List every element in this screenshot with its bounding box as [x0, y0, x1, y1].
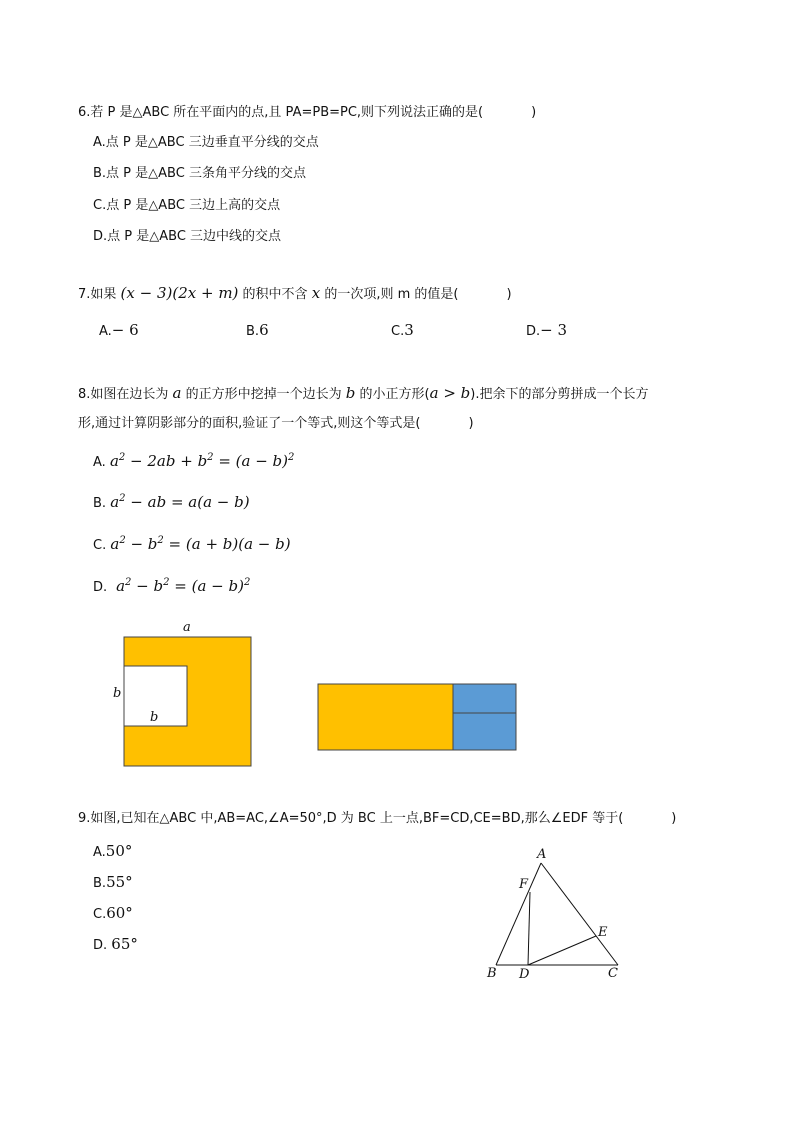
- q7-option-a-value: − 6: [111, 321, 139, 339]
- q8-option-d-letter: D.: [93, 580, 108, 595]
- q9-side-ac: [541, 863, 618, 965]
- q9-label-c: C: [608, 966, 618, 981]
- q9-option-b-letter: B.: [93, 876, 107, 891]
- q8-line1-part-c: 的小正方形(: [359, 387, 430, 402]
- q6-stem-text: 6.若 P 是△ABC 所在平面内的点,且 PA=PB=PC,则下列说法正确的是(: [78, 105, 484, 120]
- q8-condition: a > b: [429, 384, 471, 402]
- q7-option-d-value: − 3: [540, 321, 568, 339]
- q8-var-b: b: [345, 384, 356, 402]
- q7-var-x: x: [311, 284, 321, 302]
- q6-option-d: D.点 P 是△ABC 三边中线的交点: [93, 229, 282, 244]
- q8-label-b-bottom: b: [150, 710, 159, 725]
- q6-option-c: C.点 P 是△ABC 三边上高的交点: [93, 198, 281, 213]
- q7-prefix: 7.如果: [78, 287, 117, 302]
- q9-option-d-letter: D.: [93, 938, 108, 953]
- q7-option-a-letter: A.: [99, 324, 112, 339]
- q8-line2-text: 形,通过计算阴影部分的面积,验证了一个等式,则这个等式是(: [78, 416, 421, 431]
- q8-option-a-formula: $a^2 - 2ab + b^2 = (a - b)^2$: [109, 452, 295, 470]
- q6-option-b: B.点 P 是△ABC 三条角平分线的交点: [93, 166, 306, 181]
- q6-close-paren: ): [531, 105, 537, 120]
- q9-label-f: F: [519, 877, 529, 892]
- q9-stem-text: 9.如图,已知在△ABC 中,AB=AC,∠A=50°,D 为 BC 上一点,BF=CD,CE=BD,那么∠EDF 等于(: [78, 811, 624, 826]
- q9-label-d: D: [519, 967, 530, 982]
- q8-option-c-letter: C.: [93, 538, 107, 553]
- q7-close-paren: ): [506, 287, 512, 302]
- q8-option-d-formula: $a^2 - b^2 = (a - b)^2$: [111, 577, 251, 595]
- q8-var-a: a: [172, 384, 182, 402]
- q8-label-b-side: b: [113, 686, 122, 701]
- q9-option-d-value: 65°: [111, 935, 138, 953]
- q7-option-c-value: 3: [404, 321, 414, 339]
- q8-line1-part-a: 8.如图在边长为: [78, 387, 169, 402]
- q9-option-c-letter: C.: [93, 907, 107, 922]
- q9-option-c-value: 60°: [106, 904, 133, 922]
- q9-segment-df: [528, 892, 530, 965]
- q9-option-b-value: 55°: [106, 873, 133, 891]
- q9-close-paren: ): [671, 811, 677, 826]
- q7-option-d-letter: D.: [526, 324, 541, 339]
- q9-segment-de: [528, 936, 596, 965]
- q8-option-c-formula: $a^2 - b^2 = (a + b)(a - b)$: [110, 535, 291, 553]
- q6-option-a: A.点 P 是△ABC 三边垂直平分线的交点: [93, 135, 319, 150]
- q7-option-b-value: 6: [259, 321, 269, 339]
- q8-label-a: a: [183, 620, 191, 635]
- q8-option-a-letter: A.: [93, 455, 106, 470]
- q8-option-b-letter: B.: [93, 496, 107, 511]
- q8-line1-part-b: 的正方形中挖掉一个边长为: [185, 387, 342, 402]
- q9-label-a: A: [537, 847, 547, 862]
- q7-expression: (x − 3)(2x + m): [120, 284, 239, 302]
- q7-mid: 的积中不含: [242, 287, 308, 302]
- q8-close-paren: ): [468, 416, 474, 431]
- q8-line1-part-d: ).把余下的部分剪拼成一个长方: [470, 387, 649, 402]
- q7-suffix: 的一次项,则 m 的值是(: [324, 287, 459, 302]
- q9-option-a-value: 50°: [105, 842, 133, 860]
- q9-option-a-letter: A.: [93, 845, 106, 860]
- q8-option-b-formula: $a^2$ − ab = a(a − b): [110, 493, 250, 511]
- q7-option-c-letter: C.: [391, 324, 405, 339]
- q7-option-b-letter: B.: [246, 324, 260, 339]
- q9-label-e: E: [598, 925, 608, 940]
- q9-label-b: B: [487, 966, 497, 981]
